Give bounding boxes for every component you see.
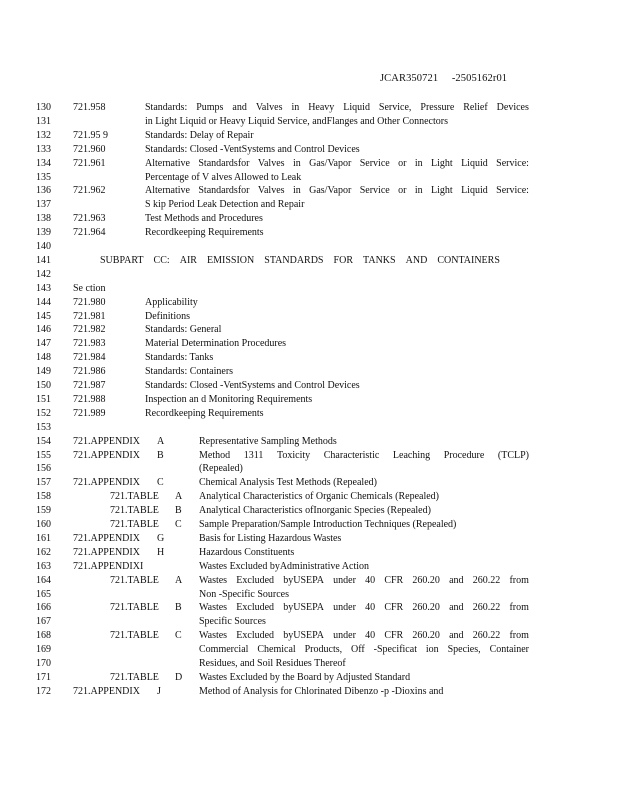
line-number: 168 [36,630,51,642]
appendix-letter: J [157,685,161,697]
line-number: 147 [36,338,51,350]
word: Leaching [392,449,431,461]
word: Relief [463,102,488,113]
word: 260.20 [412,630,440,642]
word: 40 [365,574,376,586]
word: Standards: [145,102,188,113]
appendix-title: Wastes Excluded byAdministrative Action [199,560,369,572]
word: Off [351,644,365,656]
table-letter: C [175,630,182,642]
appendix-title: Analytical Characteristics of Organic Chemicals (Repealed) [199,491,439,503]
appendix-letter: B [157,449,164,461]
line-number: 158 [36,491,51,503]
word: under [333,630,356,642]
word: Light [431,185,453,197]
word: CFR [384,630,404,642]
section-number: 721.962 [73,185,106,197]
word: FOR [333,254,353,266]
section-number: 721.981 [73,310,106,322]
word: Valves [255,102,283,113]
section-title: Recordkeeping Requirements [145,227,264,239]
word: Products, [304,644,343,656]
word: Alternative [145,185,190,197]
section-title: Definitions [145,310,190,322]
line-number: 172 [36,685,51,697]
section-title: Standards: Containers [145,366,234,378]
word: Wastes [199,630,228,642]
line-number: 169 [36,644,51,656]
section-number: Se ction [73,282,106,294]
appendix-title [199,601,529,615]
word: 260.22 [472,602,501,614]
word: Gas/Vapor [309,157,352,169]
line-number: 155 [36,449,51,461]
line-number: 146 [36,324,51,336]
line-number: 157 [36,477,51,489]
section-number: 721.980 [73,296,106,308]
word: Pumps [196,102,224,113]
section-title: Percentage of V alves Allowed to Leak [145,171,302,183]
word: Valves [257,185,285,197]
table-letter: C [175,519,182,530]
line-number: 156 [36,463,51,475]
line-number: 134 [36,157,51,169]
subpart-heading [100,254,500,268]
word: byUSEPA [283,602,324,614]
line-number: 162 [36,546,51,558]
appendix-title: Residues, and Soil Residues Thereof [199,658,346,669]
word: Method [199,449,231,461]
word: SUBPART [100,254,144,266]
word: 40 [365,630,376,642]
line-number: 165 [36,588,51,600]
word: Commercial [199,644,249,656]
line-number: 135 [36,171,51,183]
line-number: 145 [36,310,51,322]
word: Service [359,185,390,197]
appendix-title [199,449,529,463]
line-number: 136 [36,185,51,197]
word: 260.22 [472,630,501,642]
appendix-letter: C [157,477,164,489]
line-number: 170 [36,658,51,669]
word: Liquid [461,185,488,197]
appendix-letter: A [157,435,165,447]
table-label: 721.TABLE [110,519,159,530]
line-number: 133 [36,143,51,155]
word: from [509,630,529,642]
section-number: 721.960 [73,143,106,155]
line-number: 138 [36,213,51,225]
line-number: 167 [36,616,51,628]
section-number: 721.983 [73,338,106,350]
section-number: 721.APPENDIXI [73,560,144,572]
line-number: 160 [36,519,51,530]
section-number: 721.APPENDIX [73,435,140,447]
word: from [509,602,529,614]
section-number: 721.APPENDIX [73,477,140,489]
line-number: 163 [36,560,51,572]
appendix-letter: H [157,546,165,558]
section-title: Test Methods and Procedures [145,213,263,225]
word: 260.22 [472,574,501,586]
word: Alternative [145,157,190,169]
line-number: 141 [36,254,51,266]
appendix-title: Analytical Characteristics ofInorganic Species (Repealed) [199,505,431,517]
table-letter: A [175,574,183,586]
word: from [509,574,529,586]
appendix-title [199,643,529,657]
line-number: 150 [36,380,51,391]
section-number: 721.982 [73,324,106,336]
section-number: 721.APPENDIX [73,449,140,461]
table-label: 721.TABLE [110,671,159,683]
word: Gas/Vapor [309,185,352,197]
word: Service [359,157,390,169]
section-number: 721.95 9 [73,129,108,141]
word: in [292,157,301,169]
table-label: 721.TABLE [110,602,159,614]
section-title: Standards: General [145,324,222,336]
word: Standardsfor [198,157,250,169]
section-number: 721.964 [73,227,106,239]
word: and [449,574,464,586]
appendix-title: Specific Sources [199,616,266,628]
appendix-title: Chemical Analysis Test Methods (Repealed) [199,477,377,489]
line-number: 139 [36,227,51,239]
section-title: Standards: Delay of Repair [145,129,254,141]
section-number: 721.989 [73,407,106,419]
word: Excluded [236,630,275,642]
table-letter: B [175,602,182,614]
word: Valves [257,157,285,169]
section-title: Standards: Closed -VentSystems and Control Devices [145,143,360,155]
word: TANKS [363,254,396,266]
section-title: Standards: Tanks [145,352,214,364]
line-number: 171 [36,671,51,683]
line-number: 137 [36,199,51,211]
word: Heavy [308,102,335,113]
word: CONTAINERS [437,254,500,266]
line-number: 151 [36,393,51,405]
word: Species, [447,644,481,656]
word: AIR [179,254,197,266]
word: Service: [496,157,529,169]
section-number: 721.961 [73,157,106,169]
word: STANDARDS [264,254,324,266]
table-label: 721.TABLE [110,574,159,586]
word: and [449,602,464,614]
line-number: 164 [36,574,51,586]
word: 40 [365,602,376,614]
word: in [414,157,423,169]
document-id: JCAR350721 [380,73,439,84]
word: CFR [384,602,404,614]
table-letter: A [175,491,183,503]
word: Toxicity [276,449,311,461]
section-title: Standards: Closed -VentSystems and Control Devices [145,380,360,391]
section-number: 721.APPENDIX [73,546,140,558]
line-number: 132 [36,129,51,141]
word: Wastes [199,602,228,614]
word: byUSEPA [283,630,324,642]
section-title: S kip Period Leak Detection and Repair [145,199,305,211]
word: in [291,102,300,113]
word: and [449,630,464,642]
appendix-title: Method of Analysis for Chlorinated Dibenzo -p -Dioxins and [199,685,444,697]
word: in [414,185,423,197]
page-header [380,73,507,84]
word: 1311 [243,449,264,461]
line-number: 130 [36,102,51,113]
appendix-title: Sample Preparation/Sample Introduction Techniques (Repealed) [199,519,457,530]
word: EMISSION [207,254,255,266]
table-letter: D [175,671,183,683]
appendix-title [199,629,529,643]
word: Devices [496,102,529,113]
line-number: 149 [36,366,51,378]
section-number: 721.APPENDIX [73,532,140,544]
line-number: 148 [36,352,51,364]
section-title: Material Determination Procedures [145,338,287,350]
section-title [145,184,529,198]
section-number: 721.987 [73,380,106,391]
line-number: 152 [36,407,51,419]
line-number: 131 [36,115,51,127]
word: or [398,185,407,197]
table-label: 721.TABLE [110,505,159,517]
word: CFR [384,574,404,586]
table-letter: B [175,505,182,517]
appendix-title: Basis for Listing Hazardous Wastes [199,532,342,544]
section-number: 721.984 [73,352,106,364]
line-number: 142 [36,268,51,280]
appendix-title: Wastes Excluded by the Board by Adjusted Standard [199,671,411,683]
word: Excluded [236,574,275,586]
section-title: Inspection an d Monitoring Requirements [145,393,313,405]
word: AND [405,254,428,266]
appendix-title: (Repealed) [199,463,243,475]
line-number: 154 [36,435,51,447]
word: Procedure [443,449,485,461]
word: Standardsfor [198,185,250,197]
word: Characteristic [323,449,380,461]
section-number: 721.988 [73,393,106,405]
section-title [145,101,529,115]
appendix-title: Hazardous Constituents [199,546,295,558]
word: 260.20 [412,574,440,586]
word: and [232,102,247,113]
word: Service: [496,185,529,197]
word: ion [425,644,439,656]
word: under [333,602,356,614]
word: Excluded [236,602,275,614]
section-number: 721.986 [73,366,106,378]
word: Container [489,644,529,656]
word: CC: [153,254,170,266]
word: Liquid [461,157,488,169]
line-number: 153 [36,421,51,433]
word: 260.20 [412,602,440,614]
word: Light [431,157,453,169]
word: Pressure [420,102,455,113]
line-number: 161 [36,532,51,544]
word: Service, [378,102,412,113]
appendix-title: Representative Sampling Methods [199,435,337,447]
line-number: 140 [36,241,51,252]
line-number: 166 [36,602,51,614]
word: or [398,157,407,169]
section-title: in Light Liquid or Heavy Liquid Service, andFlanges and Other Connectors [145,115,448,127]
word: byUSEPA [283,574,324,586]
section-number: 721.958 [73,102,106,113]
word: under [333,574,356,586]
line-number: 144 [36,296,51,308]
table-label: 721.TABLE [110,630,159,642]
section-title [145,157,529,171]
line-number: 143 [36,282,51,294]
appendix-letter: G [157,532,165,544]
revision-code: -2505162r01 [451,73,508,84]
line-number: 159 [36,505,51,517]
word: Chemical [257,644,296,656]
appendix-title [199,574,529,588]
section-title: Applicability [145,296,198,308]
word: -Specificat [373,644,417,656]
appendix-title: Non -Specific Sources [199,588,289,600]
word: (TCLP) [497,449,529,461]
section-title: Recordkeeping Requirements [145,407,264,419]
word: Wastes [199,574,228,586]
word: Liquid [343,102,370,113]
table-label: 721.TABLE [110,491,159,503]
section-number: 721.APPENDIX [73,685,140,697]
word: in [292,185,301,197]
section-number: 721.963 [73,213,106,225]
